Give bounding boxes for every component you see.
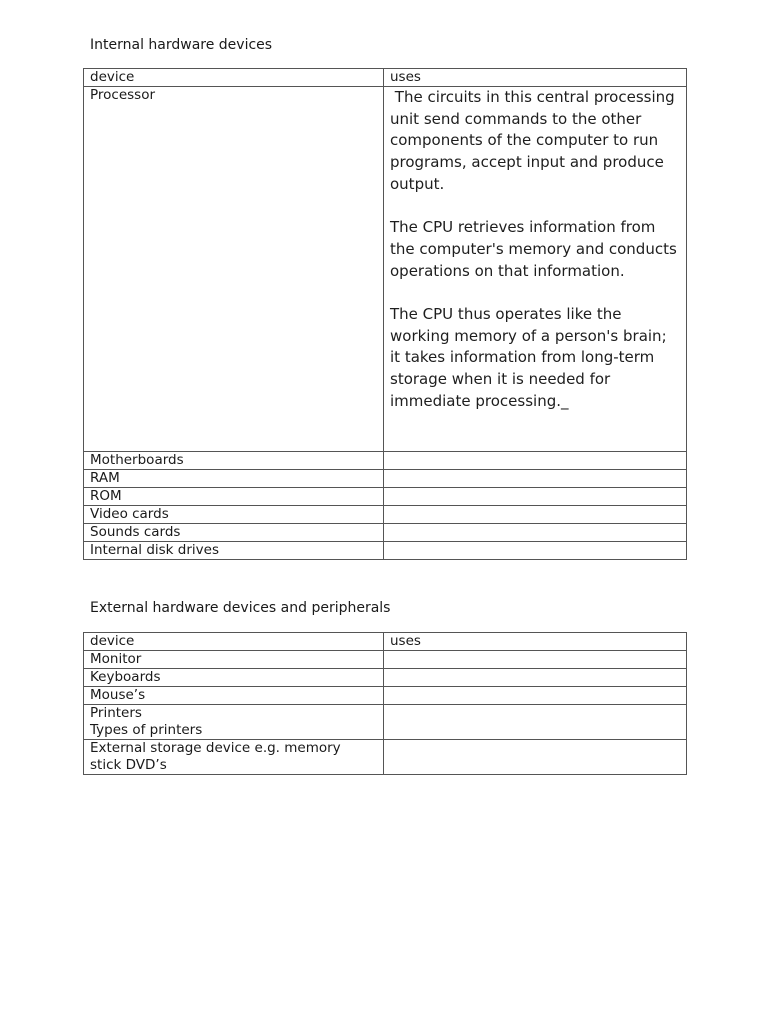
column-header-uses: uses: [384, 69, 687, 87]
column-header-uses: uses: [384, 633, 687, 651]
internal-hardware-table: [83, 68, 687, 560]
uses-cell: [384, 669, 687, 687]
device-cell: RAM: [84, 470, 384, 488]
uses-cell: [384, 651, 687, 669]
processor-paragraph-3: The CPU thus operates like the working memory of a person's brain; it takes information from long-term storage when it is needed for immediate processing._: [390, 305, 667, 410]
device-cell: [84, 705, 384, 740]
device-line: Types of printers: [90, 722, 203, 738]
table-header-row: [84, 69, 687, 87]
device-cell: Mouse’s: [84, 687, 384, 705]
table-row: [84, 651, 687, 669]
table-row: [84, 524, 687, 542]
device-line: Printers: [90, 705, 142, 721]
device-cell: Video cards: [84, 506, 384, 524]
column-header-device: device: [84, 69, 384, 87]
device-cell: Motherboards: [84, 452, 384, 470]
uses-cell: [384, 705, 687, 740]
table-row-processor: [84, 87, 687, 452]
external-hardware-table: [83, 632, 687, 775]
device-cell: ROM: [84, 488, 384, 506]
processor-paragraph-1: The circuits in this central processing unit send commands to the other components of the computer to run programs, accept input and produce output.: [390, 88, 680, 193]
uses-cell: [384, 506, 687, 524]
column-header-device: device: [84, 633, 384, 651]
table-row: [84, 488, 687, 506]
device-line: stick DVD’s: [90, 757, 167, 773]
device-cell: Sounds cards: [84, 524, 384, 542]
uses-cell: [384, 470, 687, 488]
device-cell: [84, 740, 384, 775]
table-row: [84, 542, 687, 560]
external-hardware-heading: External hardware devices and peripherals: [90, 600, 391, 616]
uses-cell: [384, 687, 687, 705]
uses-cell: [384, 488, 687, 506]
table-row: [84, 740, 687, 775]
uses-cell: [384, 542, 687, 560]
device-line: External storage device e.g. memory: [90, 740, 341, 756]
device-cell: Processor: [84, 87, 384, 452]
uses-cell: [384, 452, 687, 470]
table-row: [84, 687, 687, 705]
table-row: [84, 506, 687, 524]
internal-hardware-heading: Internal hardware devices: [90, 37, 273, 53]
table-row: [84, 452, 687, 470]
uses-cell: [384, 524, 687, 542]
table-row: [84, 669, 687, 687]
device-cell: Internal disk drives: [84, 542, 384, 560]
processor-paragraph-2: The CPU retrieves information from the computer's memory and conducts operations on that information.: [390, 218, 677, 280]
device-cell: Keyboards: [84, 669, 384, 687]
processor-description: [390, 87, 680, 413]
table-row: [84, 470, 687, 488]
device-cell: Monitor: [84, 651, 384, 669]
uses-cell: [384, 740, 687, 775]
uses-cell-processor: [384, 87, 687, 452]
table-header-row: [84, 633, 687, 651]
table-row: [84, 705, 687, 740]
